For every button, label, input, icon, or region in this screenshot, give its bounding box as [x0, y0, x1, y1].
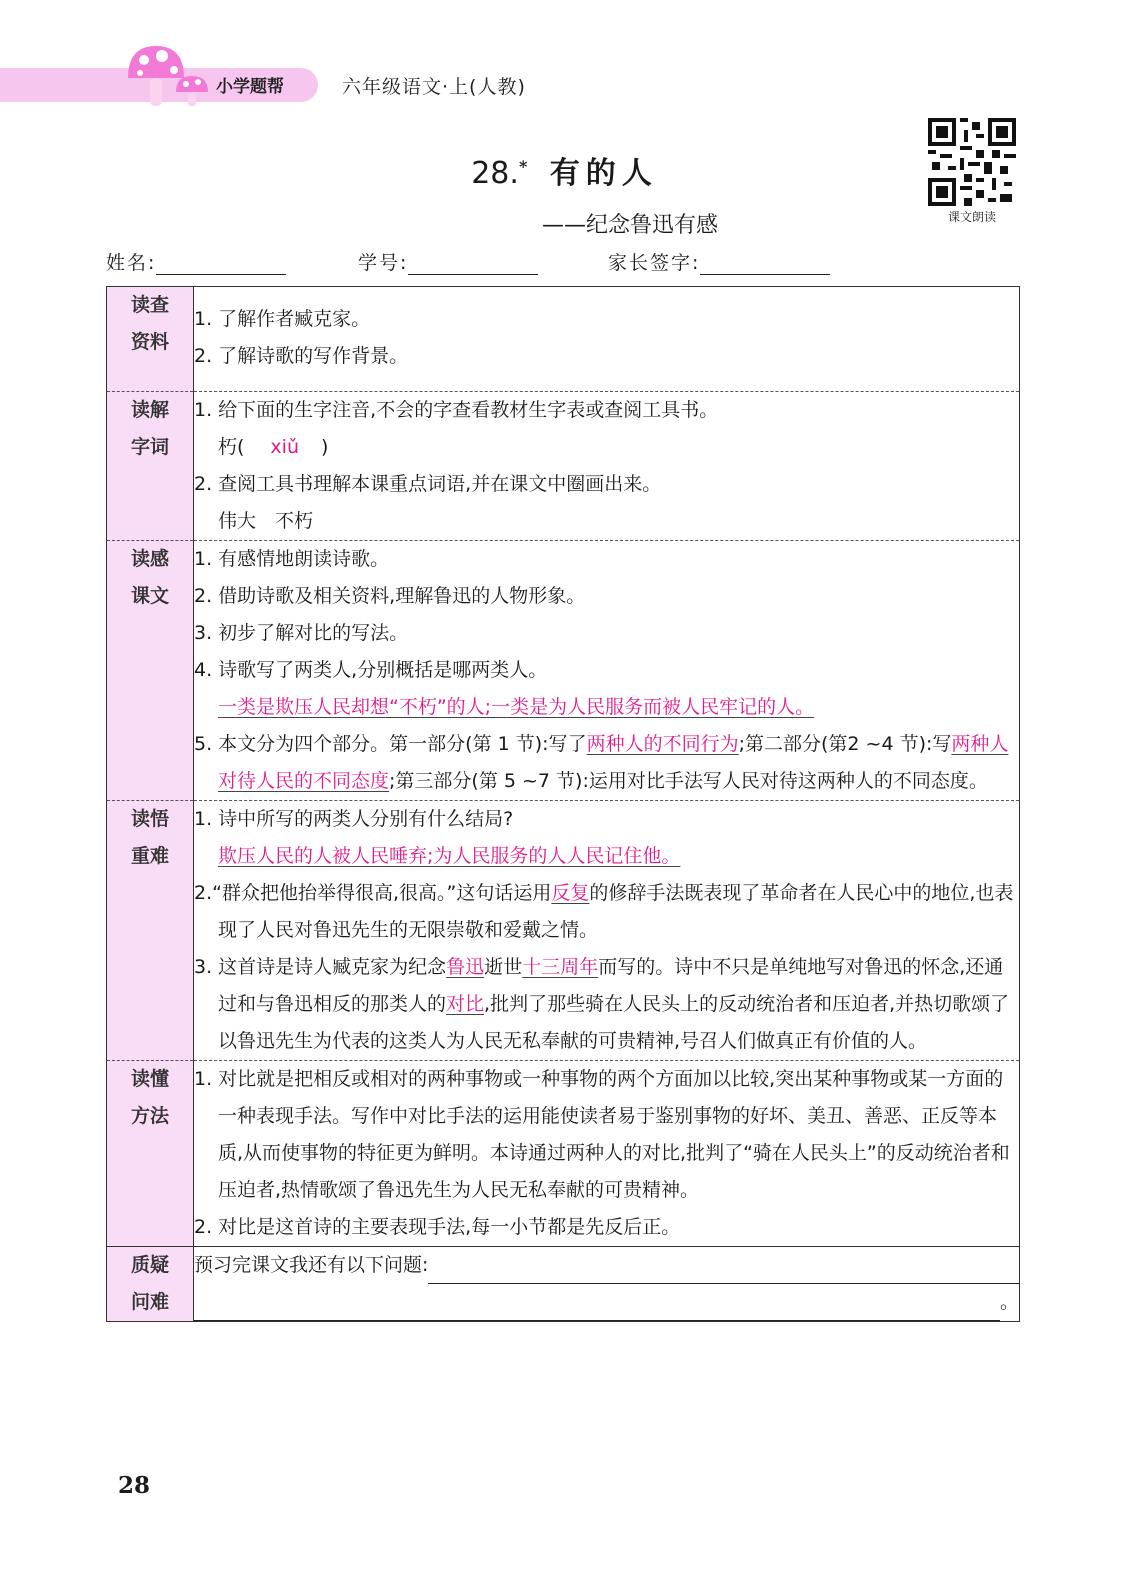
item-text — [194, 875, 1019, 949]
key-words: 伟大 不朽 — [218, 510, 314, 532]
item-text: 1. 给下面的生字注音,不会的字查看教材生字表或查阅工具书。 — [194, 399, 719, 421]
text-span: 逝世 — [484, 956, 523, 978]
section-label — [107, 1061, 194, 1247]
char-text: 朽( — [218, 436, 245, 458]
parent-signature-label: 家长签字: — [608, 252, 701, 274]
label-line: 质疑 — [130, 1254, 169, 1276]
section-label — [107, 1247, 194, 1322]
text-span: 2.“群众把他抬举得很高,很高。”这句话运用 — [194, 882, 552, 904]
book-subtitle: 六年级语文·上(人教) — [342, 76, 526, 98]
pinyin-question — [194, 429, 1019, 466]
section-row — [107, 541, 1020, 801]
answer-text: 一类是欺压人民却想“不朽”的人;一类是为人民服务而被人民牢记的人。 — [218, 696, 815, 718]
text-span: ,批判了那些骑在人民头上的反动统治者和压迫者,并热切歌颂了以鲁迅先生为代表的这类人为人民无私奉献的可贵精神,号召人们做真正有价值的人。 — [218, 993, 1010, 1052]
answer-text: 十三周年 — [522, 956, 599, 978]
answer-line[interactable] — [428, 1259, 1019, 1284]
question-prompt: 预习完课文我还有以下问题: — [194, 1254, 429, 1276]
section-label — [107, 392, 194, 541]
label-line: 资料 — [130, 331, 169, 353]
label-line: 重难 — [130, 845, 169, 867]
item-text — [194, 949, 1019, 1060]
item-text: 2. 借助诗歌及相关资料,理解鲁迅的人物形象。 — [194, 585, 586, 607]
parent-signature-line[interactable] — [700, 256, 830, 275]
section-row — [107, 801, 1020, 1061]
period-mark: 。 — [999, 1291, 1019, 1313]
section-row — [107, 1247, 1020, 1322]
student-id-label: 学号: — [358, 252, 409, 274]
answer-text: 两种人的不同行为 — [586, 733, 739, 755]
lesson-number: 28. — [471, 156, 519, 191]
section-row — [107, 392, 1020, 541]
name-field[interactable] — [106, 248, 286, 275]
label-line: 方法 — [130, 1105, 169, 1127]
item-text: 3. 初步了解对比的写法。 — [194, 622, 409, 644]
item-text: 1. 对比就是把相反或相对的两种事物或一种事物的两个方面加以比较,突出某种事物或某一方面的一种表现手法。写作中对比手法的运用能使读者易于鉴别事物的好坏、美丑、善恶、正反等本质,从而使事物的特征更为鲜明。本诗通过两种人的对比,批判了“骑在人民头上”的反动统治者和压迫者,热情歌颂了鲁迅先生为人民无私奉献的可贵精神。 — [194, 1068, 1010, 1201]
answer-text: 对比 — [446, 993, 485, 1015]
label-line: 字词 — [130, 436, 169, 458]
answer-text: 两种人对待人民的不同态度 — [218, 733, 1009, 792]
item-text: 1. 有感情地朗读诗歌。 — [194, 548, 390, 570]
study-table — [106, 286, 1020, 1322]
item-text: 2. 对比是这首诗的主要表现手法,每一小节都是先反后正。 — [194, 1216, 681, 1238]
pinyin-answer: xiǔ — [270, 436, 299, 458]
text-span: 3. 这首诗是诗人臧克家为纪念 — [194, 956, 447, 978]
text-span: 的修辞手法既表现了革命者在人民心中的地位,也表现了人民对鲁迅先生的无限崇敬和爱戴之情。 — [218, 882, 1014, 941]
text-span: 5. 本文分为四个部分。第一部分(第 1 节):写了 — [194, 733, 587, 755]
section-label — [107, 541, 194, 801]
item-text: 4. 诗歌写了两类人,分别概括是哪两类人。 — [194, 659, 548, 681]
brand-label: 小学题帮 — [216, 77, 284, 97]
text-span: ;第二部分(第2 ~4 节):写 — [738, 733, 952, 755]
section-row — [107, 287, 1020, 392]
answer-text: 鲁迅 — [446, 956, 485, 978]
label-line: 读解 — [130, 399, 169, 421]
lesson-title-text: 有的人 — [549, 156, 658, 191]
name-line[interactable] — [156, 256, 286, 275]
qr-label: 课文朗读 — [947, 210, 996, 224]
section-content — [194, 392, 1020, 541]
item-text — [194, 726, 1019, 800]
name-label: 姓名: — [106, 252, 157, 274]
close-paren: ) — [321, 436, 329, 458]
section-content — [194, 1061, 1020, 1247]
label-line: 读查 — [130, 294, 169, 316]
question-prompt-row — [194, 1247, 1019, 1284]
qr-code-icon[interactable] — [928, 118, 1016, 206]
label-line: 读感 — [130, 548, 169, 570]
section-label — [107, 287, 194, 392]
section-row — [107, 1061, 1020, 1247]
section-content — [194, 541, 1020, 801]
answer-line[interactable] — [194, 1296, 1000, 1321]
item-text: 2. 了解诗歌的写作背景。 — [194, 345, 409, 367]
answer-text: 欺压人民的人被人民唾弃;为人民服务的人人民记住他。 — [218, 845, 681, 867]
answer-text: 反复 — [551, 882, 590, 904]
answer-line-row — [194, 1284, 1019, 1321]
text-span: 而写的。诗中不只是单纯地写对鲁迅的怀念,还通过和与鲁迅相反的那类人的 — [218, 956, 1004, 1015]
page-number: 28 — [118, 1472, 151, 1499]
section-content — [194, 801, 1020, 1061]
label-line: 课文 — [130, 585, 169, 607]
student-id-field[interactable] — [358, 248, 538, 275]
lesson-subtitle: ——纪念鲁迅有感 — [542, 213, 719, 238]
label-line: 问难 — [130, 1291, 169, 1313]
mushroom-icon — [120, 40, 220, 112]
student-id-line[interactable] — [408, 256, 538, 275]
section-content — [194, 1247, 1020, 1322]
text-span: ;第三部分(第 5 ~7 节):运用对比手法写人民对待这两种人的不同态度。 — [389, 770, 988, 792]
label-line: 读懂 — [130, 1068, 169, 1090]
lesson-mark: * — [518, 157, 534, 176]
item-text: 1. 诗中所写的两类人分别有什么结局? — [194, 808, 514, 830]
section-label — [107, 801, 194, 1061]
parent-signature-field[interactable] — [608, 248, 830, 275]
item-text: 1. 了解作者臧克家。 — [194, 308, 371, 330]
section-content — [194, 287, 1020, 392]
item-text: 2. 查阅工具书理解本课重点词语,并在课文中圈画出来。 — [194, 473, 662, 495]
label-line: 读悟 — [130, 808, 169, 830]
